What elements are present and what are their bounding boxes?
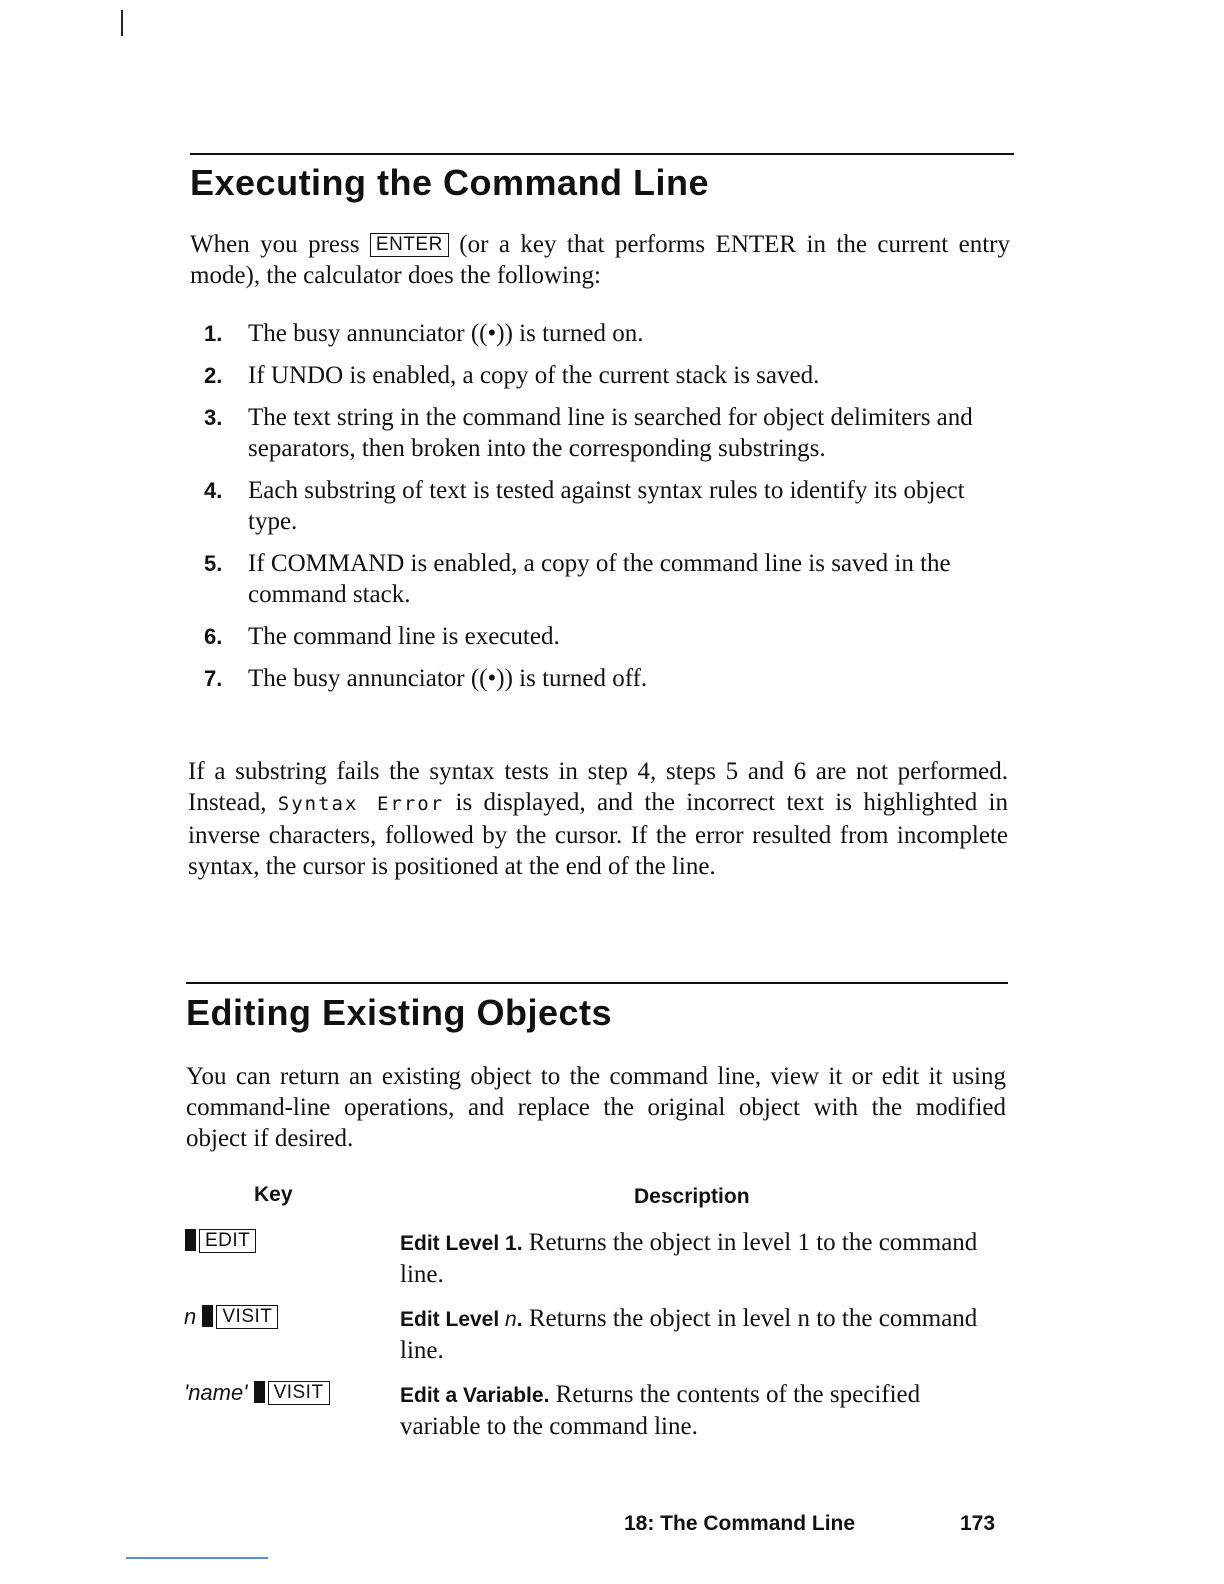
shift-key-icon [254,1381,265,1403]
table-row-description: Edit Level n. Returns the object in level n to the command line. [400,1305,978,1364]
table-row-key [185,1228,256,1254]
table-row-key: n VISIT [184,1304,278,1330]
visit-key: VISIT [268,1381,330,1405]
section-heading-editing: Editing Existing Objects [186,992,613,1033]
visit-key: VISIT [216,1305,278,1329]
section1-closing: If a substring fails the syntax tests in step 4, steps 5 and 6 are not performed. Instead, Syntax Error is displayed, and the incorrect text is highlighted in inverse characters, followed by the cursor. If the error resulted from incomplete syntax, the cursor is positioned at the end of the line. [188,758,1008,880]
table-row-key: 'name' VISIT [184,1380,330,1406]
section-rule [186,982,1008,984]
page-number: 173 [960,1512,996,1535]
section2-intro: You can return an existing object to the command line, view it or edit it using command-line operations, and replace the original object with the modified object if desired. [186,1063,1006,1152]
list-item: 6. The command line is executed. [204,623,560,650]
list-item: 1. The busy annunciator ((•)) is turned on. [204,320,644,347]
list-item: 4. Each substring of text is tested against syntax rules to identify its object type. [204,477,965,535]
shift-key-icon [202,1305,213,1327]
table-header-description: Description [634,1185,750,1208]
steps-list [190,318,1010,705]
edit-key: EDIT [199,1229,256,1253]
table-row-description: Edit a Variable. Returns the contents of the specified variable to the command line. [400,1381,921,1440]
syntax-error-display-text: Syntax Error [277,793,445,815]
list-item: 2. If UNDO is enabled, a copy of the current stack is saved. [204,362,820,389]
scan-edge-line [126,1557,268,1559]
margin-tick-mark [121,10,123,36]
table-header-key: Key [254,1183,293,1206]
footer-chapter: 18: The Command Line [624,1512,856,1535]
list-item: 7. The busy annunciator ((•)) is turned off. [204,665,648,692]
list-item: 5. If COMMAND is enabled, a copy of the command line is saved in the command stack. [204,550,951,608]
section-heading-executing: Executing the Command Line [190,162,710,203]
section-rule [190,153,1014,155]
list-item: 3. The text string in the command line is searched for object delimiters and separators, then broken into the corresponding substrings. [204,404,973,462]
enter-key: ENTER [370,233,449,257]
section1-intro: When you press ENTER (or a key that performs ENTER in the current entry mode), the calculator does the following: [190,231,1010,289]
shift-key-icon [185,1229,196,1251]
table-row-description: Edit Level 1. Returns the object in level 1 to the command line. [400,1229,978,1288]
